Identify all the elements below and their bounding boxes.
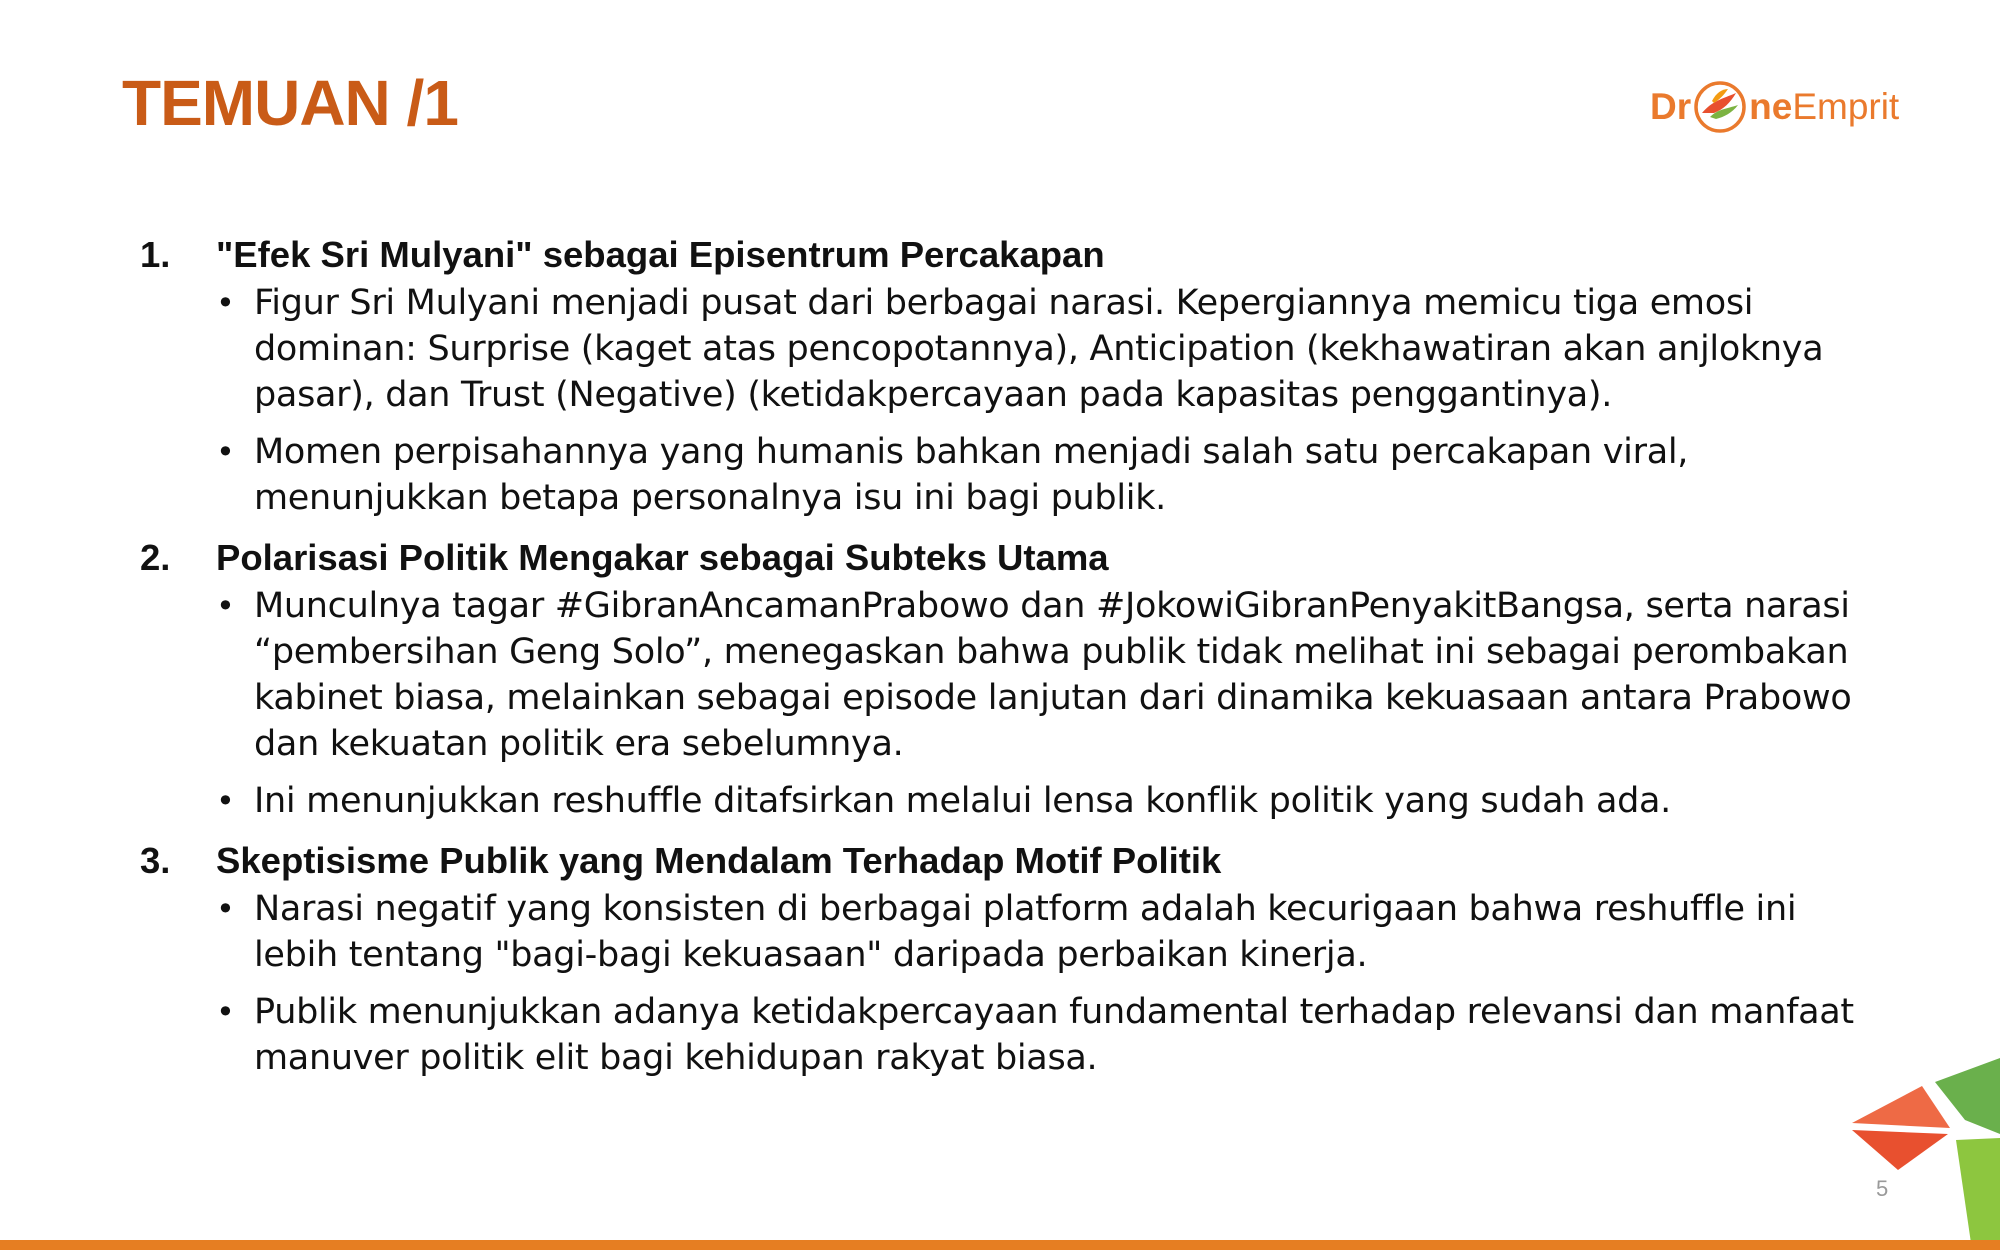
page-number: 5 bbox=[1876, 1176, 1889, 1201]
finding-item-2 bbox=[140, 535, 1865, 824]
finding-heading bbox=[140, 838, 1865, 884]
finding-bullets bbox=[216, 886, 1865, 1081]
finding-item-3 bbox=[140, 838, 1865, 1081]
bullet-text: Munculnya tagar #GibranAncamanPrabowo dan #JokowiGibranPenyakitBangsa, serta narasi “pembersihan Geng Solo”, menegaskan bahwa publik tidak melihat ini sebagai perombakan kabinet biasa, melainkan sebagai episode lanjutan dari dinamika kekuasaan antara Prabowo dan kekuatan politik era sebelumnya. bbox=[254, 586, 1852, 764]
finding-heading bbox=[140, 535, 1865, 581]
bullet-item bbox=[216, 989, 1865, 1081]
bullet-text: Momen perpisahannya yang humanis bahkan menjadi salah satu percakapan viral, menunjukkan betapa personalnya isu ini bagi publik. bbox=[254, 432, 1689, 518]
bullet-item bbox=[216, 886, 1865, 978]
drone-emprit-logo bbox=[1650, 72, 1920, 142]
finding-item-1 bbox=[140, 232, 1865, 521]
bullet-item bbox=[216, 429, 1865, 521]
bullet-item bbox=[216, 583, 1865, 767]
bottom-accent-bar bbox=[0, 1240, 2000, 1250]
bullet-icon: • bbox=[216, 587, 235, 625]
slide-title: TEMUAN /1 bbox=[122, 67, 458, 139]
bullet-icon: • bbox=[216, 433, 235, 471]
bullet-icon: • bbox=[216, 284, 235, 322]
logo-text-dr: Dr bbox=[1650, 86, 1692, 127]
finding-number: 3. bbox=[140, 840, 171, 881]
logo-text-emprit: Emprit bbox=[1792, 86, 1900, 127]
bullet-text: Ini menunjukkan reshuffle ditafsirkan melalui lensa konflik politik yang sudah ada. bbox=[254, 781, 1672, 821]
bullet-icon: • bbox=[216, 782, 235, 820]
bullet-icon: • bbox=[216, 993, 235, 1031]
bullet-text: Figur Sri Mulyani menjadi pusat dari berbagai narasi. Kepergiannya memicu tiga emosi dominan: Surprise (kaget atas pencopotannya), Anticipation (kekhawatiran akan anjloknya pasar), dan Trust (Negative) (ketidakpercayaan pada kapasitas penggantinya). bbox=[254, 283, 1824, 415]
bullet-icon: • bbox=[216, 890, 235, 928]
findings-list bbox=[140, 232, 1865, 1095]
logo-text-ne: ne bbox=[1749, 86, 1793, 127]
corner-decoration bbox=[1840, 1050, 2000, 1250]
drone-bird-icon bbox=[1692, 79, 1748, 135]
deco-shape-orange bbox=[1852, 1086, 1950, 1128]
finding-heading-text: Polarisasi Politik Mengakar sebagai Subteks Utama bbox=[216, 537, 1109, 578]
bullet-text: Publik menunjukkan adanya ketidakpercayaan fundamental terhadap relevansi dan manfaat manuver politik elit bagi kehidupan rakyat biasa. bbox=[254, 992, 1854, 1078]
finding-heading bbox=[140, 232, 1865, 278]
finding-bullets bbox=[216, 583, 1865, 824]
bullet-item bbox=[216, 280, 1865, 418]
bullet-item bbox=[216, 778, 1865, 824]
bullet-text: Narasi negatif yang konsisten di berbagai platform adalah kecurigaan bahwa reshuffle ini lebih tentang "bagi-bagi kekuasaan" daripada perbaikan kinerja. bbox=[254, 889, 1797, 975]
finding-bullets bbox=[216, 280, 1865, 521]
finding-heading-text: "Efek Sri Mulyani" sebagai Episentrum Percakapan bbox=[216, 234, 1105, 275]
deco-shape-lime bbox=[1956, 1138, 2000, 1250]
deco-shape-red bbox=[1852, 1130, 1948, 1170]
finding-number: 1. bbox=[140, 234, 171, 275]
finding-heading-text: Skeptisisme Publik yang Mendalam Terhadap Motif Politik bbox=[216, 840, 1222, 881]
finding-number: 2. bbox=[140, 537, 171, 578]
